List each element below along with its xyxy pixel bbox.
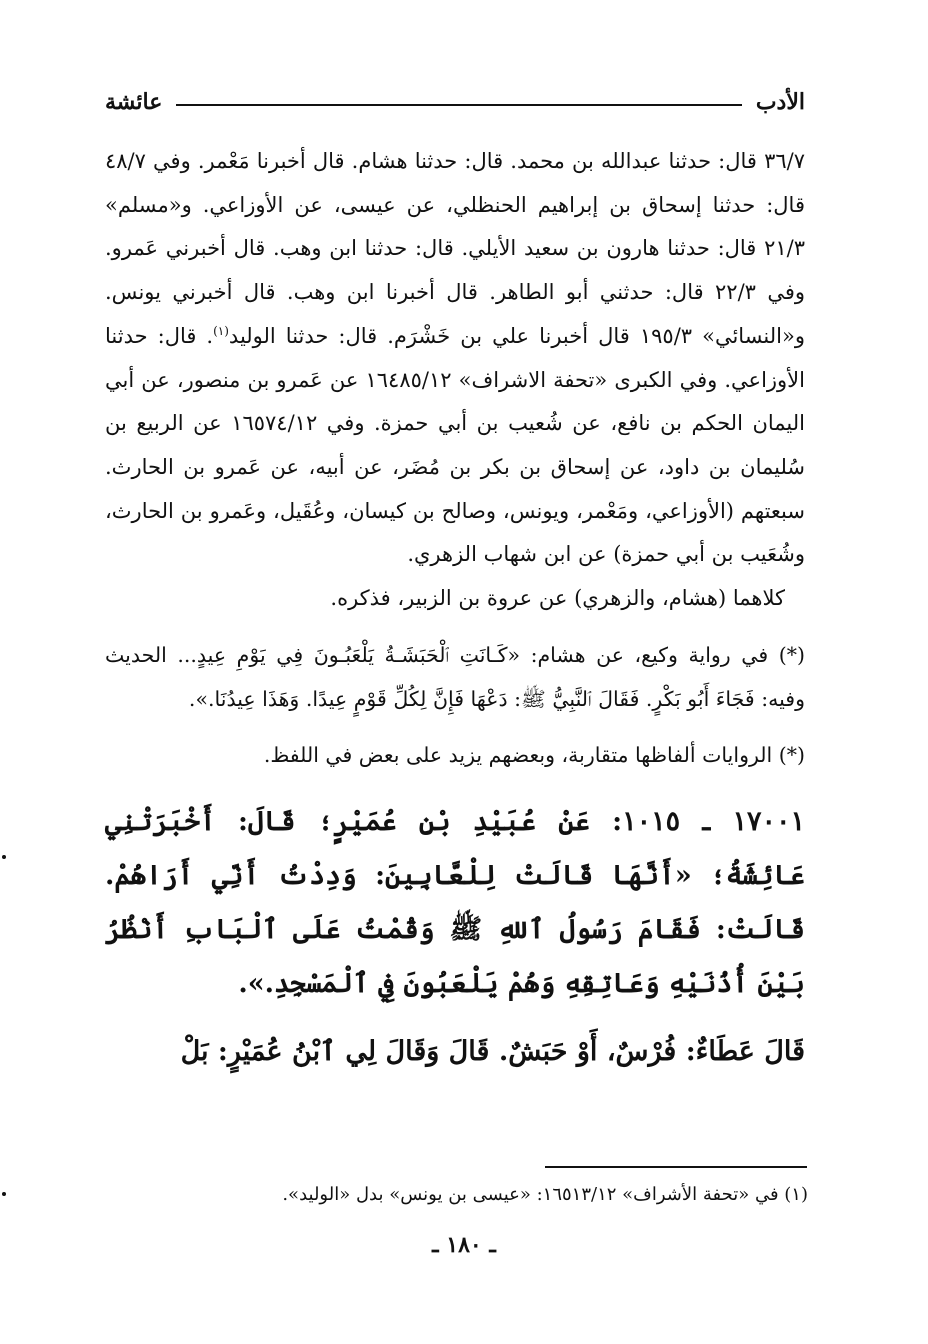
header-rule bbox=[176, 104, 741, 106]
footnote: (١) في «تحفة الأشراف» ١٦٥١٣/١٢: «عيسى بن يونس» بدل «الوليد». bbox=[282, 1184, 808, 1205]
footnote-marker: (١) bbox=[213, 323, 229, 338]
takhrij-paragraph bbox=[105, 140, 805, 577]
takhrij-text: ٣٦/٧ قال: حدثنا عبدالله بن محمد. قال: حدثنا هشام. قال أخبرنا مَعْمر. وفي ٤٨/٧ قال: حدثنا إسحاق بن إبراهيم الحنظلي، عن عيسى، عن الأوزاعي. و«مسلم» ٢١/٣ قال: حدثنا هارون بن سعيد الأيلي. قال: حدثنا ابن وهب. قال أخبرني عَمرو. وفي ٢٢/٣ قال: حدثني أبو الطاهر. قال أخبرنا ابن وهب. قال أخبرني يونس. و«النسائي» ١٩٥/٣ قال أخبرنا علي بن خَشْرَم. قال: حدثنا الوليد bbox=[105, 149, 806, 348]
scan-mark bbox=[2, 1192, 6, 1196]
scan-mark bbox=[2, 855, 6, 859]
hadith-continuation: قَالَ عَطَاءٌ: فُرْسٌ، أَوْ حَبَشٌ. قَالَ وَقَالَ لِي ٱبْنُ عُمَيْرٍ: بَلْ bbox=[180, 1035, 805, 1067]
summary-paragraph: كلاهما (هشام، والزهري) عن عروة بن الزبير، فذكره. bbox=[330, 586, 785, 611]
header-chapter-title: الأدب bbox=[755, 89, 805, 115]
takhrij-text-cont: . قال: حدثنا الأوزاعي. وفي الكبرى «تحفة الاشراف» ١٦٤٨٥/١٢ عن عَمرو بن منصور، عن أبي اليمان الحكم بن نافع، عن شُعيب بن أبي حمزة. وفي ١٦٥٧٤/١٢ عن الربيع بن سُليمان بن داود، عن إسحاق بن بكر بن مُضَر، عن أبيه، عن عَمرو بن الحارث. سبعتهم (الأوزاعي، ومَعْمر، ويونس، وصالح بن كيسان، وعُقَيل، وعَمرو بن الحارث، وشُعَيب بن أبي حمزة) عن ابن شهاب الزهري. bbox=[105, 323, 805, 567]
note-riwayat: (*) الروايات ألفاظها متقاربة، وبعضهم يزيد على بعض في اللفظ. bbox=[263, 742, 805, 767]
note-wakee: (*) في رواية وكيع، عن هشام: «كَـانَتِ ٱلْحَبَشَـةُ يَلْعَبُـونَ فِي يَوْمِ عِيدٍ... الحديث وفيه: فَجَاءَ أَبُو بَكْرٍ. فَقَالَ ٱلنَّبِيُّ ﷺ: دَعْهَا فَإِنَّ لِكُلِّ قَوْمٍ عِيدًا. وَهَذَا عِيدُنَا.». bbox=[105, 642, 805, 711]
page-number: ـ ١٨٠ ـ bbox=[432, 1232, 496, 1258]
page-body bbox=[105, 140, 805, 1079]
footnote-separator bbox=[545, 1166, 807, 1168]
header-narrator-name: عائشة bbox=[105, 89, 163, 115]
hadith-text: ١٧٠٠١ ـ ١٠١٥: عَنْ عُبَيْدِ بْنِ عُمَيْرٍ؛ قَالَ: أَخْبَرَتْنِي عَائِشَةُ؛ «أَنَّهَا قَالَتْ لِلْعَّابِينَ: وَدِدْتُ أَنِّي أَرَاهُمْ. قَالَتْ: فَقَامَ رَسُولُ ٱللهِ ﷺ وَقُمْتُ عَلَى ٱلْبَابِ أَنْظُرُ بَيْنَ أُذُنَيْهِ وَعَاتِقِهِ وَهُمْ يَلْعَبُونَ فِي ٱلْمَسْجِدِ.». bbox=[105, 805, 806, 999]
running-header bbox=[105, 84, 805, 120]
